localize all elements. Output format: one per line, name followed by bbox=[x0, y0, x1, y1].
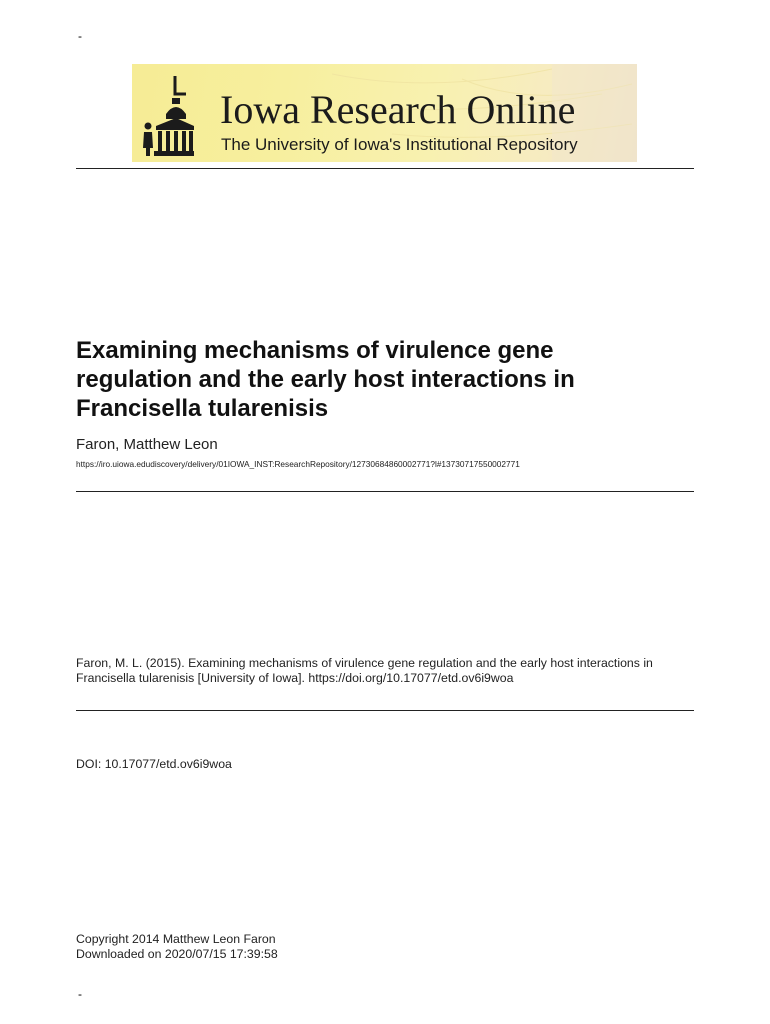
document-url-link[interactable]: https://iro.uiowa.edudiscovery/delivery/01IOWA_INST:ResearchRepository/12730684860002771?l#13730717550002771 bbox=[76, 459, 520, 469]
banner-subtitle: The University of Iowa's Institutional Repository bbox=[221, 135, 578, 154]
document-title: Examining mechanisms of virulence gene regulation and the early host interactions in Francisella tularenisis bbox=[76, 337, 575, 422]
divider-after-citation bbox=[76, 710, 694, 711]
citation-text: Faron, M. L. (2015). Examining mechanisms of virulence gene regulation and the early host interactions in Francisella tularenisis [University of Iowa]. https://doi.org/10.17077/etd.ov6i9woa bbox=[76, 656, 653, 685]
banner-title: Iowa Research Online bbox=[220, 87, 576, 132]
divider-after-header bbox=[76, 491, 694, 492]
old-capitol-building-icon bbox=[142, 70, 194, 160]
footer-block bbox=[76, 932, 278, 962]
repository-banner[interactable] bbox=[132, 64, 637, 162]
download-timestamp: Downloaded on 2020/07/15 17:39:58 bbox=[76, 947, 278, 961]
document-author: Faron, Matthew Leon bbox=[76, 436, 218, 453]
top-dash-mark: - bbox=[78, 29, 82, 43]
bottom-dash-mark: - bbox=[78, 987, 82, 1001]
doi-text: DOI: 10.17077/etd.ov6i9woa bbox=[76, 757, 232, 771]
divider-top bbox=[76, 168, 694, 169]
copyright-text: Copyright 2014 Matthew Leon Faron bbox=[76, 932, 276, 946]
